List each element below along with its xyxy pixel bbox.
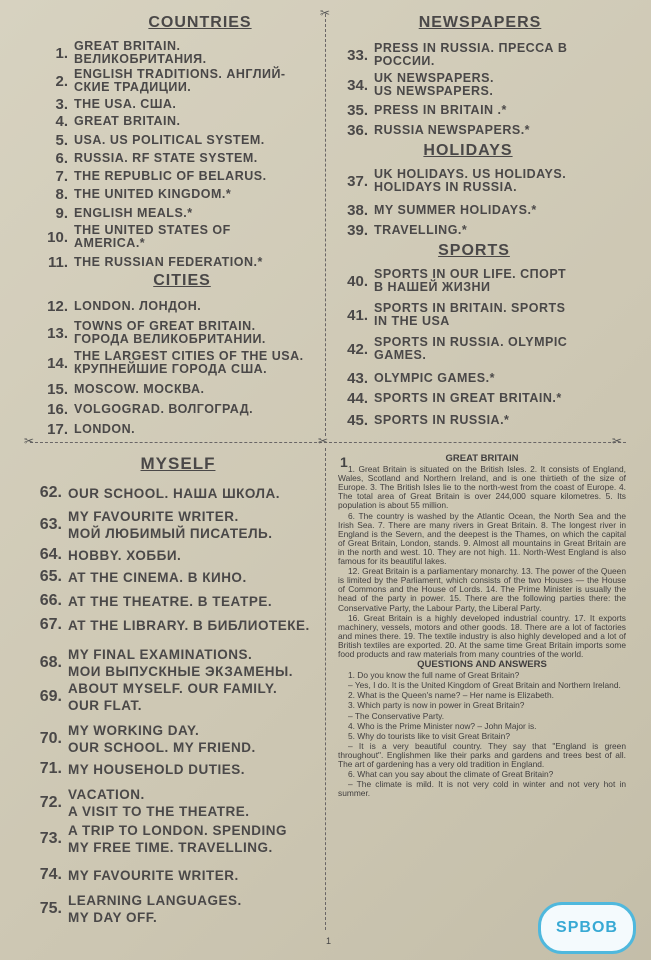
article-number: 1 <box>340 454 348 470</box>
item-number: 43. <box>347 370 368 387</box>
list-item <box>30 96 320 113</box>
article-body <box>338 465 626 659</box>
qa-title: QUESTIONS AND ANSWERS <box>417 659 547 671</box>
page-number: 1 <box>326 936 332 946</box>
list-item <box>30 320 320 346</box>
list-item <box>30 350 320 376</box>
item-text: GREAT BRITAIN. <box>74 114 181 128</box>
list-item <box>330 102 620 119</box>
qa-line: 4. Who is the Prime Minister now? – John Major is. <box>348 720 537 731</box>
item-text: USA. US POLITICAL SYSTEM. <box>74 133 265 147</box>
item-number: 35. <box>347 102 368 119</box>
qa-line: – The climate is mild. It is not very cold in winter and not very hot in summer. <box>338 779 626 799</box>
list-item <box>24 892 324 926</box>
item-text: MY SUMMER HOLIDAYS.* <box>374 203 537 217</box>
article-title: GREAT BRITAIN <box>445 453 519 464</box>
item-text: LEARNING LANGUAGES. MY DAY OFF. <box>68 893 242 925</box>
item-text: TOWNS OF GREAT BRITAIN. ГОРОДА ВЕЛИКОБРИТАНИИ. <box>74 319 266 346</box>
scissors-icon: ✂ <box>320 6 331 20</box>
item-number: 41. <box>347 306 368 324</box>
list-item <box>330 336 620 362</box>
list-item <box>24 616 324 634</box>
item-number: 44. <box>347 390 368 407</box>
list-item <box>24 760 324 778</box>
list-item <box>30 205 320 222</box>
scissors-icon: ✂ <box>612 434 623 448</box>
list-item <box>30 254 320 271</box>
list-item <box>24 546 324 564</box>
item-text: PRESS IN RUSSIA. ПРЕССА В РОССИИ. <box>374 41 568 68</box>
list-item <box>330 122 620 139</box>
watermark-logo: SPBOB <box>538 902 636 954</box>
qa-line: 3. Which party is now in power in Great Britain? <box>348 700 525 711</box>
item-number: 67. <box>39 616 62 633</box>
item-text: MOSCOW. МОСКВА. <box>74 382 205 396</box>
list-item <box>30 421 320 438</box>
item-number: 40. <box>347 272 368 290</box>
list-item <box>30 68 320 94</box>
qa-line: 6. What can you say about the climate of Great Britain? <box>348 769 554 780</box>
item-text: VACATION. A VISIT TO THE THEATRE. <box>68 787 250 819</box>
item-number: 9. <box>55 205 68 222</box>
item-text: THE LARGEST CITIES OF THE USA. КРУПНЕЙШИЕ ГОРОДА США. <box>74 349 304 376</box>
article-paragraph: 6. The country is washed by the Atlantic Ocean, the North Sea and the Irish Sea. 7. There are many rivers in Great Britain. 8. The longest river in England is the Severn, and the deepest is the Thames, on which the capital of Great Britain, London, stands. 9. Almost all mountains in Great Britain are in the north and west. 10. They are not high. 11. North-West England is also famous for its beautiful lakes. <box>338 510 626 567</box>
section-title-myself: MYSELF <box>140 454 216 473</box>
qa-line: 5. Why do tourists like to visit Great Britain? <box>348 730 510 741</box>
item-number: 34. <box>347 76 368 94</box>
list-item <box>24 484 324 502</box>
item-text: THE REPUBLIC OF BELARUS. <box>74 169 267 183</box>
item-text: UK HOLIDAYS. US HOLIDAYS. HOLIDAYS IN RUSSIA. <box>374 167 567 194</box>
list-item <box>330 412 620 429</box>
list-item <box>24 786 324 820</box>
item-number: 74. <box>39 866 62 883</box>
list-item <box>24 646 324 680</box>
vertical-cut-line-top <box>325 14 326 436</box>
item-number: 4. <box>55 113 68 130</box>
item-number: 37. <box>347 172 368 190</box>
item-number: 6. <box>55 150 68 167</box>
item-text: THE USA. США. <box>74 97 177 111</box>
item-number: 73. <box>39 830 62 847</box>
item-text: SPORTS IN OUR LIFE. СПОРТ В НАШЕЙ ЖИЗНИ <box>374 267 567 294</box>
item-number: 68. <box>39 654 62 671</box>
item-number: 70. <box>39 730 62 747</box>
item-number: 64. <box>39 546 62 563</box>
section-title-holidays: HOLIDAYS <box>423 142 513 159</box>
section-title-sports: SPORTS <box>438 242 510 259</box>
item-number: 72. <box>39 794 62 811</box>
list-item <box>30 401 320 418</box>
item-text: A TRIP TO LONDON. SPENDING MY FREE TIME. TRAVELLING. <box>68 823 288 855</box>
item-number: 75. <box>39 900 62 917</box>
list-item <box>330 168 620 194</box>
item-text: SPORTS IN GREAT BRITAIN.* <box>374 391 562 405</box>
item-text: ENGLISH TRADITIONS. АНГЛИЙ- СКИЕ ТРАДИЦИИ. <box>74 67 286 94</box>
item-number: 3. <box>55 96 68 113</box>
item-number: 42. <box>347 340 368 358</box>
list-item <box>330 42 620 68</box>
list-item <box>30 40 320 66</box>
item-number: 33. <box>347 46 368 64</box>
qa-line: – The Conservative Party. <box>348 710 445 721</box>
item-text: MY FAVOURITE WRITER. <box>68 867 239 883</box>
qa-line: – It is a very beautiful country. They say that "England is green throughout". Englishmen like their parks and gardens and trees best of all. The art of gardening has a very old tradition in England. <box>338 740 626 769</box>
item-number: 66. <box>39 592 62 609</box>
list-item <box>24 822 324 856</box>
vertical-cut-line-bottom <box>325 448 326 930</box>
item-number: 38. <box>347 202 368 219</box>
list-item <box>24 568 324 586</box>
list-item <box>330 202 620 219</box>
article <box>338 454 626 799</box>
list-item <box>24 592 324 610</box>
article-paragraph: 1. Great Britain is situated on the British Isles. 2. It consists of England, Wales, Scotland and Northern Ireland, and is one thirtieth of the size of Europe. 3. The British Isles lie to the north-west from the coast of Europe. 4. The total area of Great Britain is over 244,000 square kilometres. 5. Its population is about 55 million. <box>338 464 626 511</box>
item-text: LONDON. ЛОНДОН. <box>74 299 202 313</box>
item-number: 65. <box>39 568 62 585</box>
item-number: 10. <box>47 228 68 246</box>
item-text: SPORTS IN BRITAIN. SPORTS IN THE USA <box>374 301 566 328</box>
item-text: UK NEWSPAPERS. US NEWSPAPERS. <box>374 71 494 98</box>
item-number: 39. <box>347 222 368 239</box>
section-title-cities: CITIES <box>153 272 211 289</box>
item-text: THE RUSSIAN FEDERATION.* <box>74 255 263 269</box>
item-text: THE UNITED KINGDOM.* <box>74 187 232 201</box>
item-number: 69. <box>39 688 62 705</box>
item-text: MY FINAL EXAMINATIONS. МОИ ВЫПУСКНЫЕ ЭКЗАМЕНЫ. <box>68 647 293 679</box>
item-text: THE UNITED STATES OF AMERICA.* <box>74 223 231 250</box>
item-number: 14. <box>47 354 68 372</box>
list-item <box>30 168 320 185</box>
item-text: RUSSIA. RF STATE SYSTEM. <box>74 151 258 165</box>
list-item <box>24 722 324 756</box>
item-text: HOBBY. ХОББИ. <box>68 547 182 563</box>
item-number: 7. <box>55 168 68 185</box>
item-text: MY WORKING DAY. OUR SCHOOL. MY FRIEND. <box>68 723 256 755</box>
section-title-newspapers: NEWSPAPERS <box>418 14 542 31</box>
list-item <box>30 298 320 315</box>
item-text: RUSSIA NEWSPAPERS.* <box>374 123 531 137</box>
list-item <box>24 866 324 884</box>
list-item <box>24 680 324 714</box>
item-number: 15. <box>47 381 68 398</box>
item-text: PRESS IN BRITAIN .* <box>374 103 507 117</box>
item-number: 13. <box>47 324 68 342</box>
qa-line: – Yes, I do. It is the United Kingdom of Great Britain and Northern Ireland. <box>348 680 621 691</box>
list-item <box>30 132 320 149</box>
item-text: AT THE CINEMA. В КИНО. <box>68 569 247 585</box>
item-text: SPORTS IN RUSSIA. OLYMPIC GAMES. <box>374 335 568 362</box>
item-text: GREAT BRITAIN. ВЕЛИКОБРИТАНИЯ. <box>74 39 207 66</box>
article-paragraph: 12. Great Britain is a parliamentary monarchy. 13. The power of the Queen is limited by the Parliament, which consists of the two Houses — the House of Commons and the House of Lords. 14. The Prime Minister is usually the head of the party in power. 15. There are the following parties there: the Conservative Party, the Labour Party, the Liberal Party. <box>338 566 626 613</box>
list-item <box>24 508 324 542</box>
item-text: MY FAVOURITE WRITER. МОЙ ЛЮБИМЫЙ ПИСАТЕЛЬ. <box>68 509 273 541</box>
item-text: ABOUT MYSELF. OUR FAMILY. OUR FLAT. <box>68 681 278 713</box>
item-text: AT THE LIBRARY. В БИБЛИОТЕКЕ. <box>68 617 310 633</box>
scissors-icon: ✂ <box>318 434 329 448</box>
item-number: 2. <box>55 72 68 90</box>
item-number: 45. <box>347 412 368 429</box>
item-text: TRAVELLING.* <box>374 223 468 237</box>
item-text: OUR SCHOOL. НАША ШКОЛА. <box>68 485 281 501</box>
item-text: LONDON. <box>74 422 136 436</box>
list-item <box>30 186 320 203</box>
item-text: MY HOUSEHOLD DUTIES. <box>68 761 246 777</box>
item-number: 16. <box>47 401 68 418</box>
item-number: 8. <box>55 186 68 203</box>
item-number: 71. <box>39 760 62 777</box>
item-number: 1. <box>55 44 68 62</box>
list-item <box>330 268 620 294</box>
list-item <box>330 72 620 98</box>
item-number: 62. <box>39 484 62 501</box>
item-text: AT THE THEATRE. В ТЕАТРЕ. <box>68 593 273 609</box>
list-item <box>30 113 320 130</box>
item-text: SPORTS IN RUSSIA.* <box>374 413 510 427</box>
item-number: 63. <box>39 516 62 533</box>
item-number: 12. <box>47 298 68 315</box>
article-paragraph: 16. Great Britain is a highly developed industrial country. 17. It exports machinery, vessels, motors and other goods. 18. There are a lot of factories and mines there. 19. The textile industry is also highly developed and a lot of British textiles are exported. 20. At the same time Great Britain imports some food products and raw materials from many countries of the world. <box>338 612 626 659</box>
qa-line: 1. Do you know the full name of Great Britain? <box>348 670 520 681</box>
item-text: OLYMPIC GAMES.* <box>374 371 495 385</box>
item-number: 17. <box>47 421 68 438</box>
list-item <box>30 150 320 167</box>
list-item <box>330 302 620 328</box>
section-title-countries: COUNTRIES <box>148 14 252 31</box>
scissors-icon: ✂ <box>24 434 35 448</box>
list-item <box>30 224 320 250</box>
list-item <box>330 370 620 387</box>
qa-line: 2. What is the Queen's name? – Her name is Elizabeth. <box>348 690 554 701</box>
list-item <box>330 390 620 407</box>
list-item <box>30 381 320 398</box>
item-text: VOLGOGRAD. ВОЛГОГРАД. <box>74 402 254 416</box>
qa-body <box>338 671 626 798</box>
item-text: ENGLISH MEALS.* <box>74 206 193 220</box>
list-item <box>330 222 620 239</box>
item-number: 5. <box>55 132 68 149</box>
item-number: 11. <box>47 254 68 271</box>
item-number: 36. <box>347 122 368 139</box>
